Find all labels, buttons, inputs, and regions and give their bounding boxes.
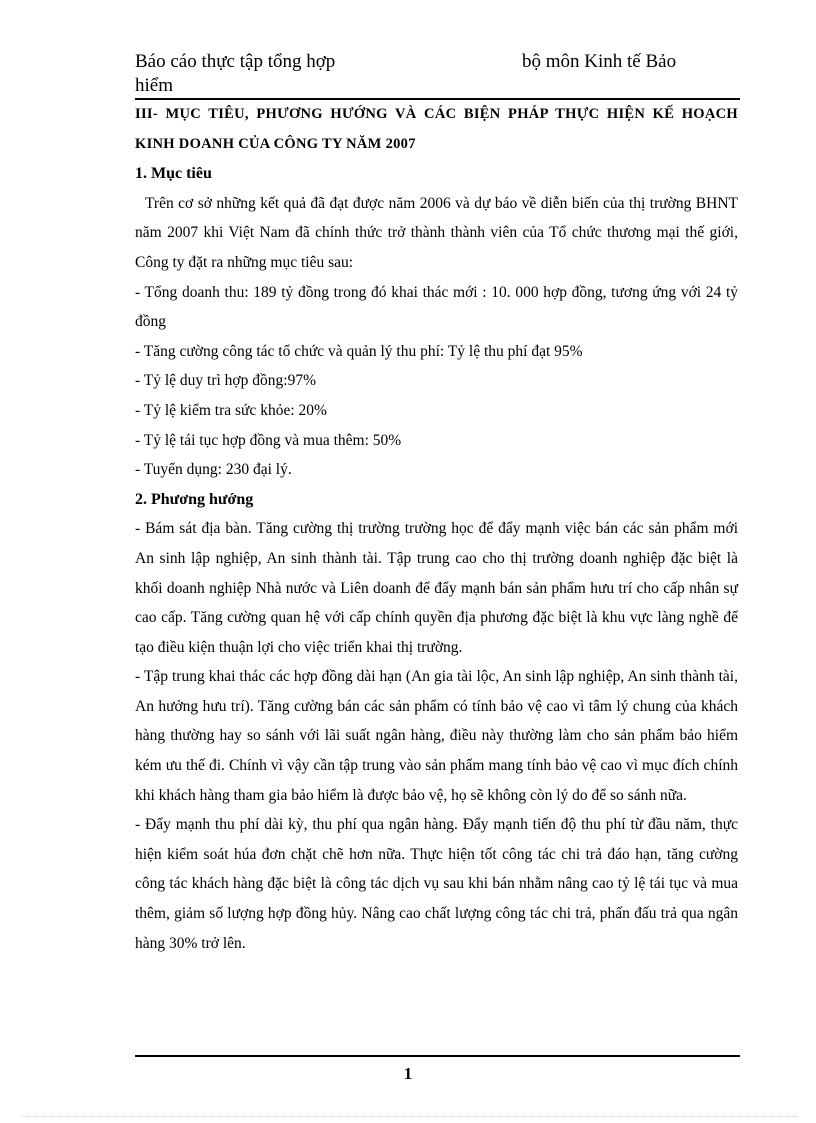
header-wrap-text: hiểm xyxy=(135,75,173,96)
objective-item: - Tăng cường công tác tổ chức và quản lý thu phí: Tỷ lệ thu phí đạt 95% xyxy=(135,342,583,360)
header-right-text: bộ môn Kinh tế Bảo xyxy=(522,51,677,72)
direction-paragraph: - Tập trung khai thác các hợp đồng dài hạn (An gia tài lộc, An sinh lập nghiệp, An sinh thành tài, An hưởng hưu trí). Tăng cường bán các sản phẩm có tính bảo vệ cao vì tâm lý chung của khách hàng thường hay so sánh với lãi suất ngân hàng, điều này thường làm cho sản phẩm bảo hiểm kém ưu thế đi. Chính vì vậy cần tập trung vào sản phẩm mang tính bảo vệ cao vì mục đích chính khi khách hàng tham gia bảo hiểm là được bảo vệ, họ sẽ không còn lý do để so sánh nữa. xyxy=(135,668,738,804)
page-bottom-border xyxy=(22,1116,797,1117)
direction-paragraph: - Đẩy mạnh thu phí dài kỳ, thu phí qua ngân hàng. Đẩy mạnh tiến độ thu phí từ đầu năm, thực hiện kiểm soát húa đơn chặt chẽ hơn nữa. Thực hiện tốt công tác chi trả đáo hạn, tăng cường công tác khách hàng đặc biệt là công tác dịch vụ sau khi bán nhằm nâng cao tỷ lệ tái tục và mua thêm, giảm số lượng hợp đồng hủy. Nâng cao chất lượng công tác chi trả, phấn đấu trả qua ngân hàng 30% trở lên. xyxy=(135,816,738,952)
section-2-heading: 2. Phương hướng xyxy=(135,490,254,508)
objective-item: - Tỷ lệ duy trì hợp đồng:97% xyxy=(135,372,316,390)
objective-item: - Tỷ lệ kiểm tra sức khỏe: 20% xyxy=(135,401,327,419)
section-title: III- MỤC TIÊU, PHƯƠNG HƯỚNG VÀ CÁC BIỆN PHÁP THỰC HIỆN KẾ HOẠCH KINH DOANH CỦA CÔNG TY NĂM 2007 xyxy=(135,106,738,152)
objective-item: - Tổng doanh thu: 189 tỷ đồng trong đó khai thác mới : 10. 000 hợp đồng, tương ứng với 24 tỷ đồng xyxy=(135,283,738,331)
page-number: 1 xyxy=(403,1064,413,1083)
document-body xyxy=(135,100,738,958)
section-1-heading: 1. Mục tiêu xyxy=(135,165,212,183)
footer-rule xyxy=(135,1055,740,1057)
page-header xyxy=(135,50,740,98)
direction-paragraph: - Bám sát địa bàn. Tăng cường thị trường trường học để đẩy mạnh việc bán các sản phẩm mới An sinh lập nghiệp, An sinh thành tài. Tập trung cao cho thị trường doanh nghiệp đặc biệt là khối doanh nghiệp Nhà nước và Liên doanh để đẩy mạnh bán sản phẩm hưu trí cho cấp nhân sự cao cấp. Tăng cường quan hệ với cấp chính quyền địa phương đặc biệt là khu vực làng nghề để tạo điều kiện thuận lợi cho việc triển khai thị trường. xyxy=(135,520,738,656)
objective-item: - Tỷ lệ tái tục hợp đồng và mua thêm: 50% xyxy=(135,431,402,449)
objective-item: - Tuyển dụng: 230 đại lý. xyxy=(135,461,292,479)
header-left-text: Báo cáo thực tập tổng hợp xyxy=(135,51,336,72)
section-1-intro: Trên cơ sở những kết quả đã đạt được năm 2006 và dự báo về diễn biến của thị trường BHNT năm 2007 khi Việt Nam đã chính thức trở thành thành viên của Tổ chức thương mại thế giới, Công ty đặt ra những mục tiêu sau: xyxy=(135,194,738,271)
